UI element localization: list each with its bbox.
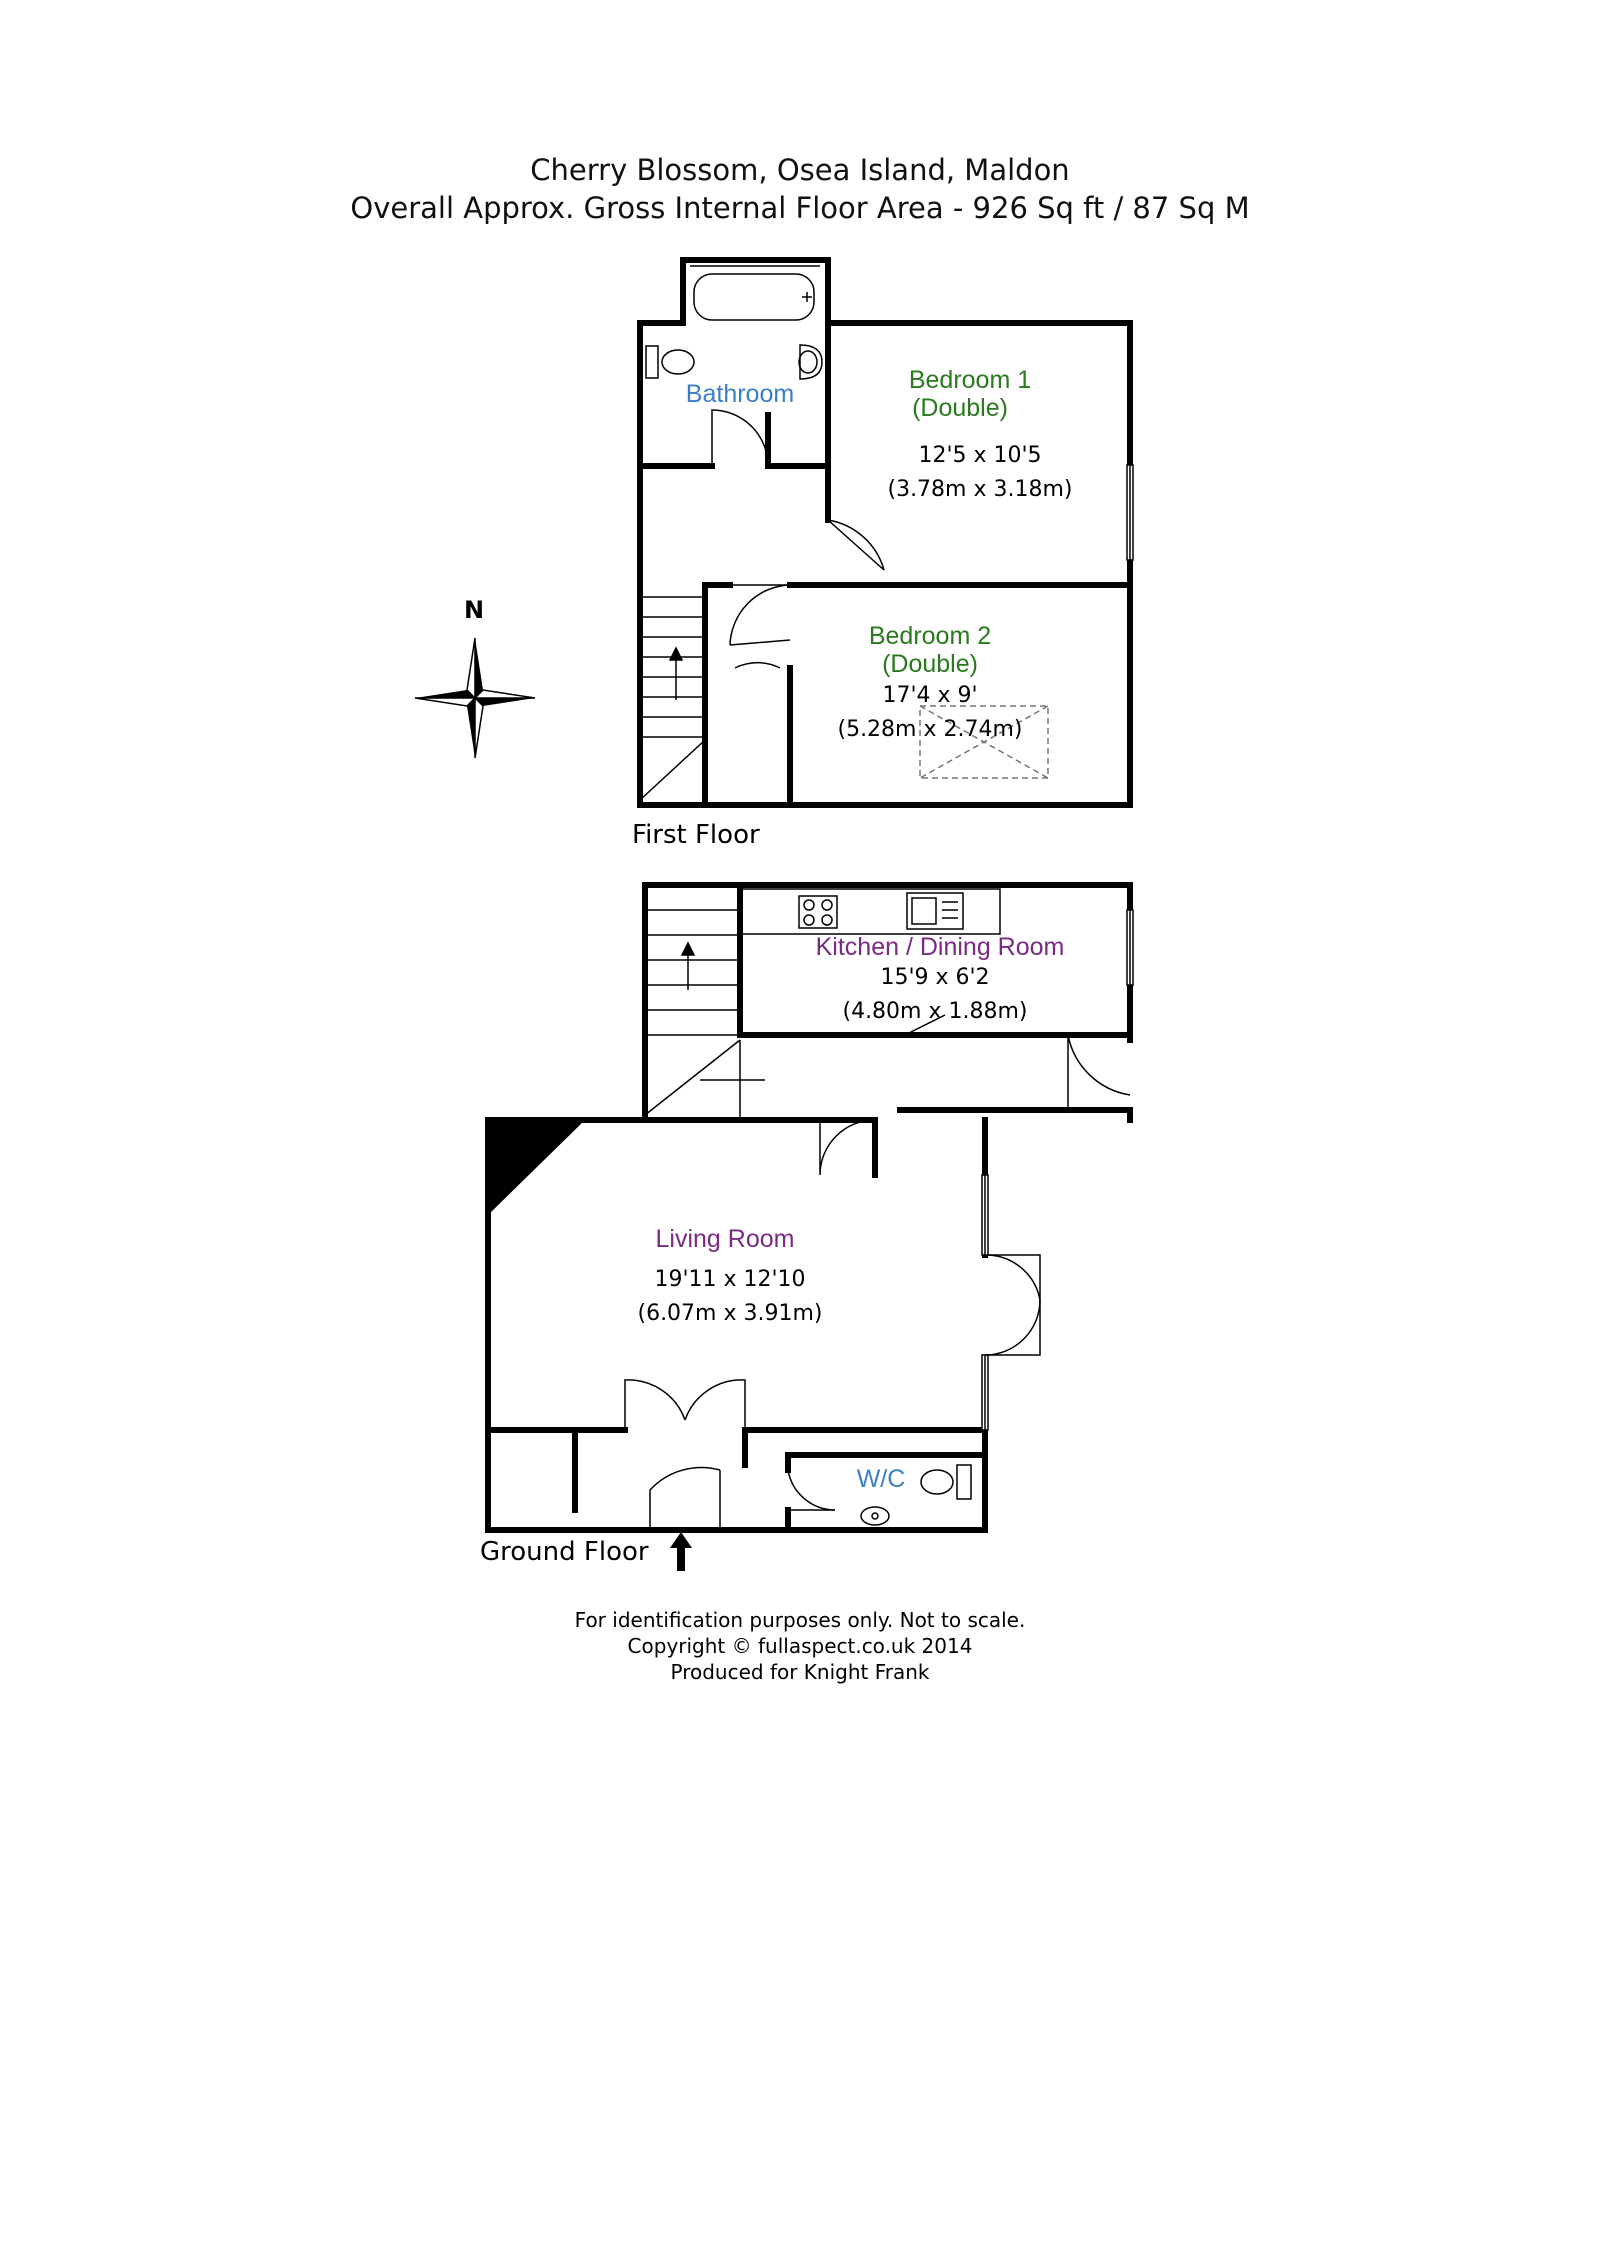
bedroom2-label: Bedroom 2 — [868, 622, 992, 650]
living-windows — [982, 1175, 988, 1430]
bath-fixture — [690, 260, 820, 320]
kitchen-dim-imperial: 15'9 x 6'2 — [880, 965, 990, 990]
bedroom1-window — [1127, 465, 1133, 560]
copyright: Copyright © fullaspect.co.uk 2014 — [627, 1634, 973, 1658]
bedroom1-type: (Double) — [912, 394, 1008, 422]
compass-rose — [415, 638, 535, 758]
kitchen-dim-metric: (4.80m x 1.88m) — [842, 999, 1028, 1024]
bedroom1-dim-metric: (3.78m x 3.18m) — [887, 477, 1073, 502]
living-chamfer — [488, 1120, 585, 1215]
ground-floor-stairs — [645, 910, 765, 1120]
bedroom2-dim-imperial: 17'4 x 9' — [882, 683, 978, 708]
floor-area-summary: Overall Approx. Gross Internal Floor Area - 926 Sq ft / 87 Sq M — [350, 191, 1250, 225]
bedroom2-dim-metric: (5.28m x 2.74m) — [837, 717, 1023, 742]
living-room-dim-imperial: 19'11 x 12'10 — [654, 1267, 806, 1292]
wc-label: W/C — [856, 1465, 906, 1493]
bedroom1-label: Bedroom 1 — [908, 366, 1032, 394]
north-label: N — [464, 596, 485, 624]
living-room-label: Living Room — [655, 1225, 795, 1253]
first-floor-stairs — [640, 597, 705, 800]
ground-floor-label: Ground Floor — [480, 1537, 649, 1567]
disclaimer: For identification purposes only. Not to scale. — [574, 1608, 1026, 1632]
living-room-dim-metric: (6.07m x 3.91m) — [637, 1301, 823, 1326]
toilet-fixture — [646, 346, 694, 378]
kitchen-window — [1127, 910, 1133, 985]
kitchen-units — [740, 889, 1000, 934]
kitchen-label: Kitchen / Dining Room — [815, 933, 1065, 961]
produced-for: Produced for Knight Frank — [670, 1660, 930, 1684]
first-floor-label: First Floor — [632, 820, 760, 850]
basin-fixture — [799, 345, 822, 379]
entrance-arrow — [670, 1532, 692, 1571]
property-title: Cherry Blossom, Osea Island, Maldon — [530, 153, 1070, 187]
bedroom2-type: (Double) — [882, 650, 978, 678]
bedroom1-dim-imperial: 12'5 x 10'5 — [918, 443, 1042, 468]
bathroom-label: Bathroom — [685, 380, 795, 408]
